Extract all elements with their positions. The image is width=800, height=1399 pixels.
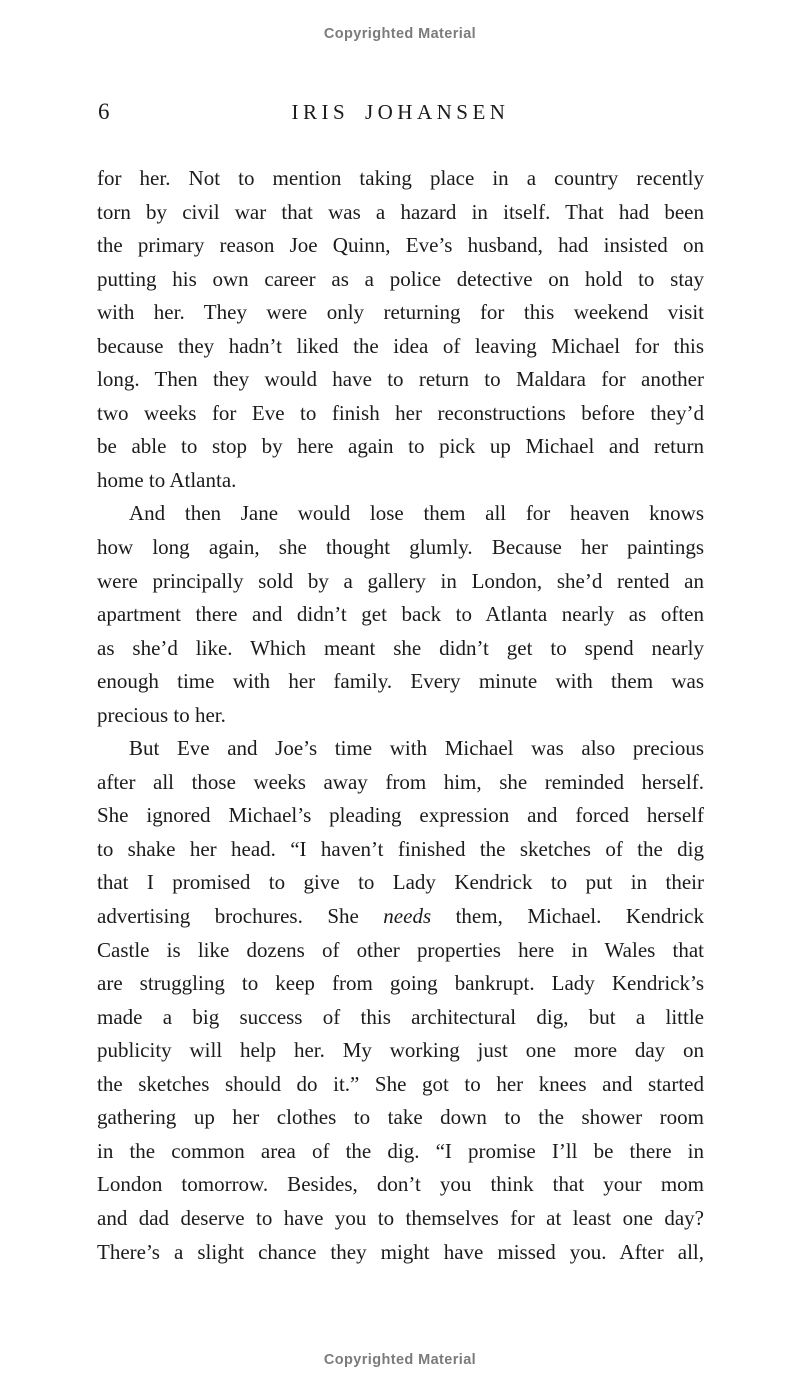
text-line: as she’d like. Which meant she didn’t get to spend nearly <box>97 635 704 660</box>
text-line: for her. Not to mention taking place in a country recently <box>97 166 704 190</box>
text-line: home to Atlanta. <box>97 467 237 492</box>
text-line: gathering up her clothes to take down to the shower room <box>97 1105 704 1130</box>
text-line: and dad deserve to have you to themselves for at least one day? <box>97 1205 704 1230</box>
copyright-notice-bottom: Copyrighted Material <box>323 1352 477 1368</box>
text-line: made a big success of this architectural dig, but a little <box>97 1004 704 1029</box>
text-line: are struggling to keep from going bankrupt. Lady Kendrick’s <box>97 971 704 996</box>
text-line: how long again, she thought glumly. Because her paintings <box>97 535 704 560</box>
page-header <box>97 99 704 127</box>
text-line: London tomorrow. Besides, don’t you think that your mom <box>97 1172 704 1197</box>
text-line: Castle is like dozens of other properties here in Wales that <box>97 937 704 962</box>
text-line: publicity will help her. My working just one more day on <box>97 1038 704 1063</box>
text-line: advertising brochures. She needs them, Michael. Kendrick <box>97 904 704 929</box>
text-line: long. Then they would have to return to Maldara for another <box>97 367 704 392</box>
text-line: torn by civil war that was a hazard in itself. That had been <box>97 199 704 224</box>
text-line: because they hadn’t liked the idea of leaving Michael for this <box>97 333 704 358</box>
text-line: in the common area of the dig. “I promise I’ll be there in <box>97 1138 704 1163</box>
running-header: IRIS JOHANSEN <box>291 100 510 124</box>
text-line: And then Jane would lose them all for heaven knows <box>129 501 704 526</box>
text-line: enough time with her family. Every minute with them was <box>97 669 704 694</box>
text-line: with her. They were only returning for this weekend visit <box>97 300 704 325</box>
page-number: 6 <box>98 99 110 124</box>
text-line: She ignored Michael’s pleading expression and forced herself <box>97 803 704 828</box>
body-text <box>97 162 704 1269</box>
text-line: precious to her. <box>97 702 226 727</box>
text-line: But Eve and Joe’s time with Michael was also precious <box>129 736 704 761</box>
text-line: were principally sold by a gallery in London, she’d rented an <box>97 568 704 593</box>
text-line: putting his own career as a police detective on hold to stay <box>97 266 704 291</box>
text-line: two weeks for Eve to finish her reconstructions before they’d <box>97 400 704 425</box>
text-line: after all those weeks away from him, she reminded herself. <box>97 769 704 794</box>
text-line: be able to stop by here again to pick up Michael and return <box>97 434 704 459</box>
text-line: apartment there and didn’t get back to Atlanta nearly as often <box>97 602 704 627</box>
text-line: the primary reason Joe Quinn, Eve’s husband, had insisted on <box>97 233 704 258</box>
text-line: that I promised to give to Lady Kendrick to put in their <box>97 870 704 895</box>
copyright-notice-top: Copyrighted Material <box>323 26 477 42</box>
text-line: to shake her head. “I haven’t finished the sketches of the dig <box>97 836 704 861</box>
text-line: the sketches should do it.” She got to her knees and started <box>97 1071 704 1096</box>
text-line: There’s a slight chance they might have missed you. After all, <box>97 1239 704 1264</box>
